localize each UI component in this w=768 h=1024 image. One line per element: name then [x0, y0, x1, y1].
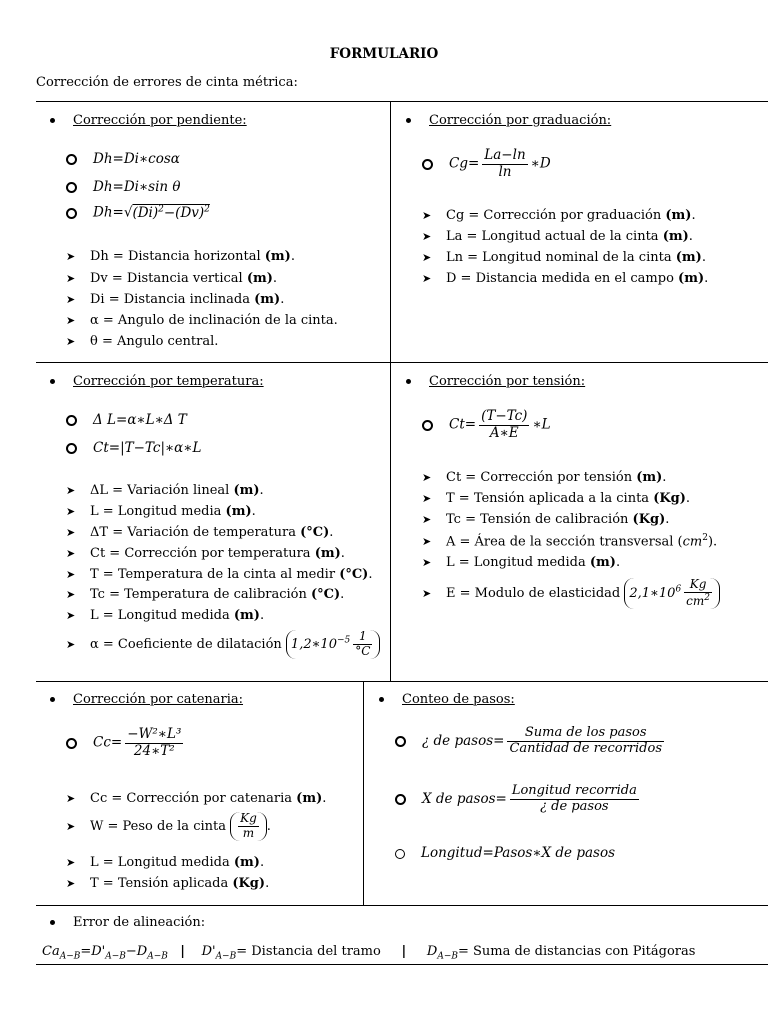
- formula: Dh=Di∗cosα: [66, 151, 180, 167]
- arrow-icon: ➤: [66, 526, 76, 539]
- definition: ➤ ΔL = Variación lineal (m).: [66, 483, 264, 498]
- circle-bullet-icon: [66, 443, 77, 454]
- pasos-heading: Conteo de pasos:: [379, 692, 515, 707]
- definition: ➤ Ln = Longitud nominal de la cinta (m).: [422, 250, 706, 265]
- arrow-icon: ➤: [66, 484, 76, 497]
- definition: ➤ Tc = Tensión de calibración (Kg).: [422, 512, 670, 527]
- formula: Dh=Di∗sin θ: [66, 179, 181, 195]
- arrow-icon: ➤: [422, 251, 432, 264]
- definition: ➤ Cc = Corrección por catenaria (m).: [66, 791, 327, 806]
- formula: Cc= $\frac{\text{−W²∗L³}}{\text{24∗T²}}$: [66, 727, 186, 759]
- bullet-icon: [379, 697, 384, 702]
- definition: ➤ Dh = Distancia horizontal (m).: [66, 249, 295, 264]
- formula: Ct=|T−Tc|∗α∗L: [66, 440, 201, 456]
- bullet-icon: [406, 118, 411, 123]
- definition: ➤ Ct = Corrección por tensión (m).: [422, 470, 667, 485]
- bullet-icon: [50, 697, 55, 702]
- bullet-icon: [50, 118, 55, 123]
- arrow-icon: ➤: [422, 513, 432, 526]
- divider: [36, 681, 768, 682]
- circle-bullet-icon: [395, 849, 405, 859]
- bullet-icon: [50, 920, 55, 925]
- page-title: FORMULARIO: [329, 46, 439, 62]
- arrow-icon: ➤: [66, 272, 76, 285]
- circle-bullet-icon: [66, 154, 77, 165]
- definition: ➤ La = Longitud actual de la cinta (m).: [422, 229, 693, 244]
- circle-bullet-icon: [66, 208, 77, 219]
- arrow-icon: ➤: [66, 856, 76, 869]
- circle-bullet-icon: [422, 420, 433, 431]
- arrow-icon: ➤: [422, 272, 432, 285]
- arrow-icon: ➤: [66, 792, 76, 805]
- arrow-icon: ➤: [422, 556, 432, 569]
- arrow-icon: ➤: [66, 637, 76, 651]
- divider: [36, 964, 768, 965]
- circle-bullet-icon: [66, 738, 77, 749]
- arrow-icon: ➤: [66, 568, 76, 581]
- bullet-icon: [406, 379, 411, 384]
- alineacion-formula: $Ca_{A-B}=D'_{A-B}-D_{A-B}$ | $D'_{A-B}=$ Distancia del tramo | $D_{A-B}=$ Suma de distancias con Pitágoras: [42, 944, 696, 962]
- graduacion-heading: Corrección por graduación:: [406, 113, 611, 128]
- definition: ➤ α = Coeficiente de dilatación $1,2∗10^{-5}$ $\frac{1}{^\circ C}$: [66, 630, 380, 659]
- arrow-icon: ➤: [66, 250, 76, 263]
- arrow-icon: ➤: [66, 293, 76, 306]
- definition: ➤ α = Angulo de inclinación de la cinta.: [66, 313, 338, 328]
- definition: ➤ Di = Distancia inclinada (m).: [66, 292, 285, 307]
- arrow-icon: ➤: [66, 588, 76, 601]
- arrow-icon: ➤: [66, 505, 76, 518]
- catenaria-heading: Corrección por catenaria:: [50, 692, 243, 707]
- circle-bullet-icon: [66, 182, 77, 193]
- tension-heading: Corrección por tensión:: [406, 374, 585, 389]
- arrow-icon: ➤: [422, 586, 432, 600]
- arrow-icon: ➤: [66, 877, 76, 890]
- circle-bullet-icon: [395, 736, 406, 747]
- definition: ➤ D = Distancia medida en el campo (m).: [422, 271, 709, 286]
- circle-bullet-icon: [395, 794, 406, 805]
- definition: ➤ θ = Angulo central.: [66, 334, 219, 349]
- pendiente-heading: Corrección por pendiente:: [50, 113, 247, 128]
- definition: ➤ L = Longitud medida (m).: [66, 855, 265, 870]
- definition: ➤ L = Longitud medida (m).: [422, 555, 621, 570]
- circle-bullet-icon: [422, 159, 433, 170]
- arrow-icon: ➤: [66, 609, 76, 622]
- formula: X de pasos= $\frac{\text{Longitud recorrida}}{\text{¿ de pasos}}$: [395, 784, 642, 815]
- bullet-icon: [50, 379, 55, 384]
- divider: [36, 101, 768, 102]
- arrow-icon: ➤: [422, 492, 432, 505]
- definition: ➤ Cg = Corrección por graduación (m).: [422, 208, 696, 223]
- alineacion-heading: Error de alineación:: [50, 915, 205, 930]
- temperatura-heading: Corrección por temperatura:: [50, 374, 264, 389]
- page-subtitle: Corrección de errores de cinta métrica:: [36, 75, 298, 90]
- definition: ➤ Tc = Temperatura de calibración (°C).: [66, 587, 345, 602]
- divider: [36, 905, 768, 906]
- divider: [36, 362, 768, 363]
- definition: ➤ Ct = Corrección por temperatura (m).: [66, 546, 345, 561]
- formula: Longitud=Pasos∗X de pasos: [395, 845, 615, 861]
- definition: ➤ T = Temperatura de la cinta al medir (°C).: [66, 567, 373, 582]
- divider: [390, 101, 391, 681]
- formula: Δ L=α∗L∗Δ T: [66, 412, 187, 428]
- definition: ➤ T = Tensión aplicada (Kg).: [66, 876, 270, 891]
- circle-bullet-icon: [66, 415, 77, 426]
- definition: ➤ W = Peso de la cinta $\frac{Kg}{m}$ .: [66, 811, 271, 840]
- arrow-icon: ➤: [422, 471, 432, 484]
- formula: Ct= $\frac{(T-Tc)}{A∗E}$ ∗L: [422, 409, 551, 441]
- definition: ➤ L = Longitud medida (m).: [66, 608, 265, 623]
- definition: ➤ L = Longitud media (m).: [66, 504, 256, 519]
- arrow-icon: ➤: [422, 209, 432, 222]
- arrow-icon: ➤: [66, 314, 76, 327]
- definition: ➤ T = Tensión aplicada a la cinta (Kg).: [422, 491, 691, 506]
- definition: ➤ A = Área de la sección transversal $(cm^2)$.: [422, 533, 718, 550]
- formula: Cg= $\frac{La-\ln}{\ln}$ ∗D: [422, 148, 551, 180]
- arrow-icon: ➤: [66, 819, 76, 833]
- arrow-icon: ➤: [422, 535, 432, 549]
- formula: $Dh=√(Di)^2-(Dv)^2$: [66, 204, 210, 221]
- definition: ➤ E = Modulo de elasticidad $2,1∗10^6$ $\frac{Kg}{cm^2}$: [422, 578, 720, 609]
- arrow-icon: ➤: [66, 335, 76, 348]
- formula: ¿ de pasos= $\frac{\text{Suma de los pasos}}{\text{Cantidad de recorridos}}$: [395, 726, 667, 757]
- arrow-icon: ➤: [66, 547, 76, 560]
- arrow-icon: ➤: [422, 230, 432, 243]
- definition: ➤ Dv = Distancia vertical (m).: [66, 271, 278, 286]
- definition: ➤ ΔT = Variación de temperatura (°C).: [66, 525, 334, 540]
- divider: [363, 681, 364, 905]
